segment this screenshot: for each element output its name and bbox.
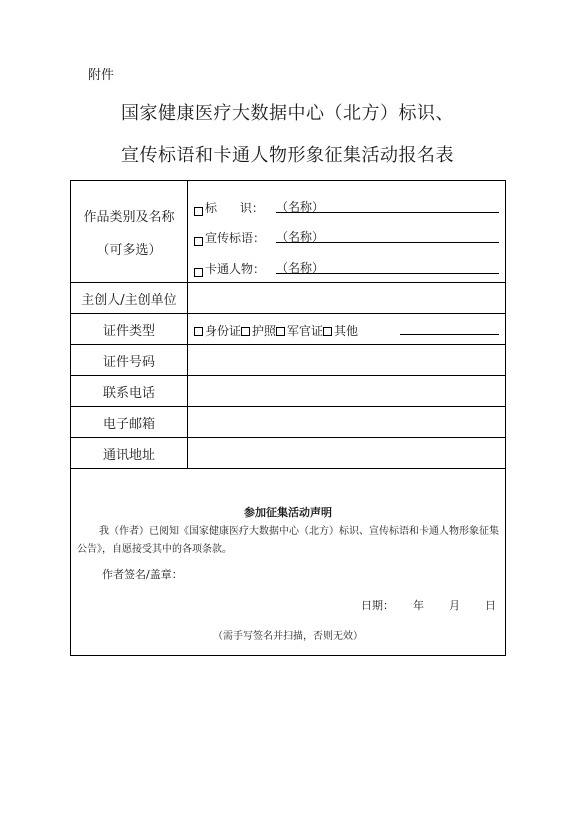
id-number-label (71, 345, 188, 375)
cartoon-entry[interactable] (194, 260, 265, 277)
phone-label (71, 376, 188, 406)
creator-label (71, 283, 188, 313)
id-number-field[interactable] (188, 345, 505, 375)
phone-field[interactable] (188, 376, 505, 406)
cartoon-name-field[interactable] (276, 259, 499, 274)
logo-entry[interactable] (194, 199, 264, 216)
id-type-row (71, 314, 505, 345)
creator-row (71, 283, 505, 314)
date-day: 日 (485, 599, 496, 612)
other-id-type-field[interactable] (400, 334, 499, 335)
passport-option: 护照 (252, 324, 277, 338)
address-label (71, 438, 188, 468)
address-field[interactable] (188, 438, 505, 468)
signature-note: （需手写签名并扫描，否则无效） (213, 631, 363, 642)
email-label-text: 电子邮箱 (102, 416, 155, 432)
declaration-body: 我（作者）已阅知《国家健康医疗大数据中心（北方）标识、宣传标语和卡通人物形象征集公告》，自愿接受其中的各项条款。 (77, 526, 499, 555)
id-number-row (71, 345, 505, 376)
creator-label-text: 主创人/主创单位 (81, 292, 177, 308)
address-label-text: 通讯地址 (102, 447, 155, 463)
category-label (71, 181, 188, 282)
signature-label: 作者签名/盖章： (102, 568, 183, 581)
creator-field[interactable] (188, 283, 505, 313)
slogan-entry[interactable] (194, 229, 265, 246)
form-title-line2: 宣传标语和卡通人物形象征集活动报名表 (121, 145, 454, 166)
other-option: 其他 (334, 324, 359, 338)
slogan-name-placeholder: （名称） (276, 230, 325, 244)
logo-name-field[interactable] (276, 198, 499, 213)
cartoon-name-placeholder: （名称） (276, 261, 325, 275)
form-title-line1: 国家健康医疗大数据中心（北方）标识、 (121, 103, 454, 124)
logo-entry-label: 标 识： (205, 201, 264, 215)
officer-card-option: 军官证 (287, 324, 324, 338)
category-values (188, 181, 505, 282)
id-card-option: 身份证 (205, 324, 242, 338)
date-month: 月 (449, 599, 460, 612)
other-checkbox[interactable] (323, 327, 332, 336)
category-row (71, 181, 505, 283)
id-type-options (194, 322, 358, 339)
officer-card-checkbox[interactable] (276, 327, 285, 336)
id-number-label-text: 证件号码 (102, 354, 155, 370)
cartoon-checkbox[interactable] (194, 268, 203, 277)
id-type-label-text: 证件类型 (102, 323, 155, 339)
cartoon-entry-label: 卡通人物： (205, 262, 266, 276)
address-row (71, 438, 505, 469)
phone-row (71, 376, 505, 407)
passport-checkbox[interactable] (241, 327, 250, 336)
date-year: 年 (413, 599, 424, 612)
date-label: 日期： (361, 599, 394, 612)
date-line (361, 597, 496, 613)
id-type-values (188, 314, 505, 344)
phone-label-text: 联系电话 (102, 385, 155, 401)
category-label-main: 作品类别及名称 (83, 209, 175, 225)
declaration-title: 参加征集活动声明 (244, 506, 332, 519)
category-label-note: （可多选） (96, 242, 162, 258)
logo-name-placeholder: （名称） (276, 200, 325, 214)
email-row (71, 407, 505, 438)
registration-form (70, 180, 506, 656)
logo-checkbox[interactable] (194, 207, 203, 216)
email-field[interactable] (188, 407, 505, 437)
slogan-entry-label: 宣传标语： (205, 231, 266, 245)
id-type-label (71, 314, 188, 344)
email-label (71, 407, 188, 437)
id-card-checkbox[interactable] (194, 327, 203, 336)
slogan-checkbox[interactable] (194, 237, 203, 246)
slogan-name-field[interactable] (276, 228, 499, 243)
attachment-label: 附件 (88, 68, 115, 83)
